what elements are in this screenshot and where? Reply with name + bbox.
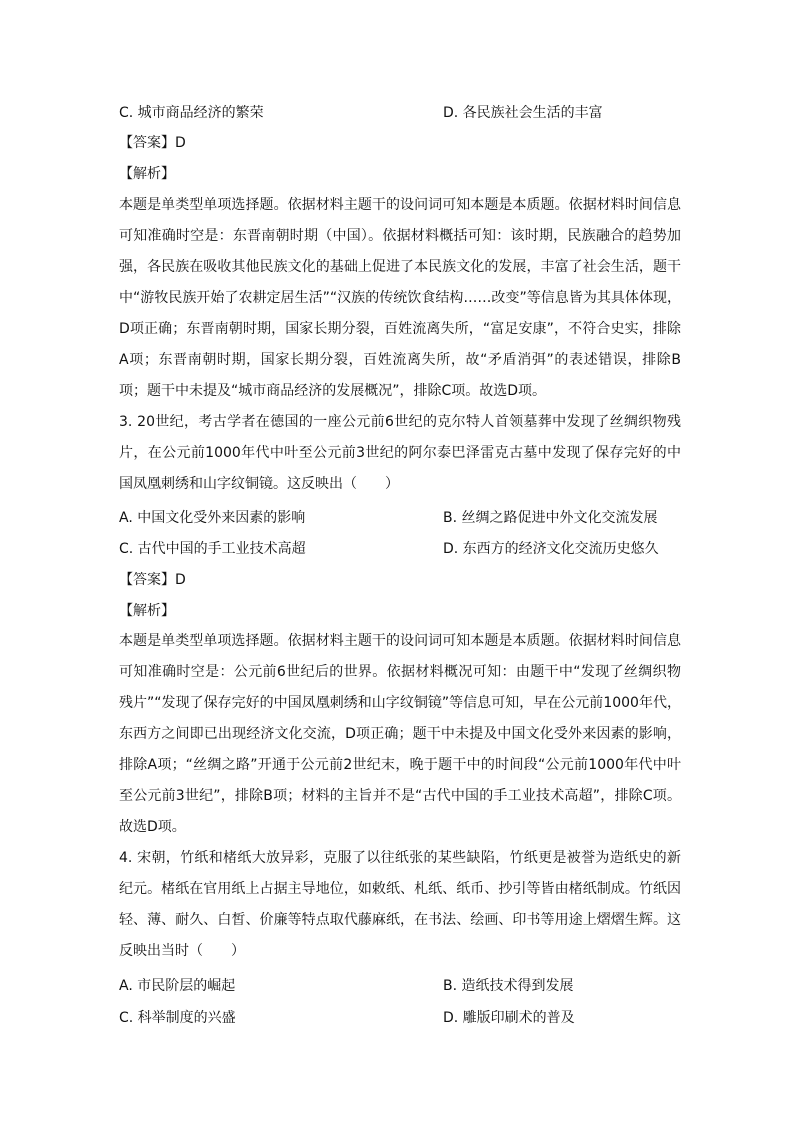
q3-option-b: B. 丝绸之路促进中外文化交流发展 [443, 510, 658, 526]
q2-answer: 【答案】D [119, 135, 186, 151]
q2-option-c: C. 城市商品经济的繁荣 [119, 105, 264, 121]
q4-option-c: C. 科举制度的兴盛 [119, 1010, 236, 1026]
q2-analysis-label: 【解析】 [119, 166, 175, 182]
q2-option-d: D. 各民族社会生活的丰富 [443, 105, 603, 121]
q3-stem: 3. 20世纪，考古学者在德国的一座公元前6世纪的克尔特人首领墓葬中发现了丝绸织物残片，在公元前1000年代中叶至公元前3世纪的阿尔泰巴泽雷克古墓中发现了保存完好的中国凤凰刺绣和山字纹铜镜。这反映出（ ） [119, 414, 681, 492]
q3-option-a: A. 中国文化受外来因素的影响 [119, 510, 306, 526]
q3-answer: 【答案】D [119, 572, 186, 588]
q4-option-a: A. 市民阶层的崛起 [119, 978, 236, 994]
q4-option-b: B. 造纸技术得到发展 [443, 978, 574, 994]
q3-analysis-label: 【解析】 [119, 603, 175, 619]
q3-option-d: D. 东西方的经济文化交流历史悠久 [443, 541, 659, 557]
q3-option-c: C. 古代中国的手工业技术高超 [119, 541, 306, 557]
q4-option-d: D. 雕版印刷术的普及 [443, 1010, 575, 1026]
q4-stem: 4. 宋朝，竹纸和楮纸大放异彩，克服了以往纸张的某些缺陷，竹纸更是被誉为造纸史的新纪元。楮纸在官用纸上占据主导地位，如敕纸、札纸、纸币、抄引等皆由楮纸制成。竹纸因轻、薄、耐久、白皙、价廉等特点取代藤麻纸，在书法、绘画、印书等用途上熠熠生辉。这反映出当时（ ） [119, 850, 681, 959]
q2-analysis: 本题是单类型单项选择题。依据材料主题干的设问词可知本题是本质题。依据材料时间信息可知准确时空是：东晋南朝时期（中国）。依据材料概括可知：该时期，民族融合的趋势加强，各民族在吸收其他民族文化的基础上促进了本民族文化的发展，丰富了社会生活，题干中“游牧民族开始了农耕定居生活”“汉族的传统饮食结构……改变”等信息皆为其具体体现，D项正确；东晋南朝时期，国家长期分裂，百姓流离失所，“富足安康”，不符合史实，排除A项；东晋南朝时期，国家长期分裂，百姓流离失所，故“矛盾消弭”的表述错误，排除B项；题干中未提及“城市商品经济的发展概况”，排除C项。故选D项。 [119, 197, 681, 399]
q3-analysis: 本题是单类型单项选择题。依据材料主题干的设问词可知本题是本质题。依据材料时间信息可知准确时空是：公元前6世纪后的世界。依据材料概况可知：由题干中“发现了丝绸织物残片”“发现了保存完好的中国凤凰刺绣和山字纹铜镜”等信息可知，早在公元前1000年代，东西方之间即已出现经济文化交流，D项正确；题干中未提及中国文化受外来因素的影响，排除A项；“丝绸之路”开通于公元前2世纪末，晚于题干中的时间段“公元前1000年代中叶至公元前3世纪”，排除B项；材料的主旨并不是“古代中国的手工业技术高超”，排除C项。故选D项。 [119, 633, 681, 835]
